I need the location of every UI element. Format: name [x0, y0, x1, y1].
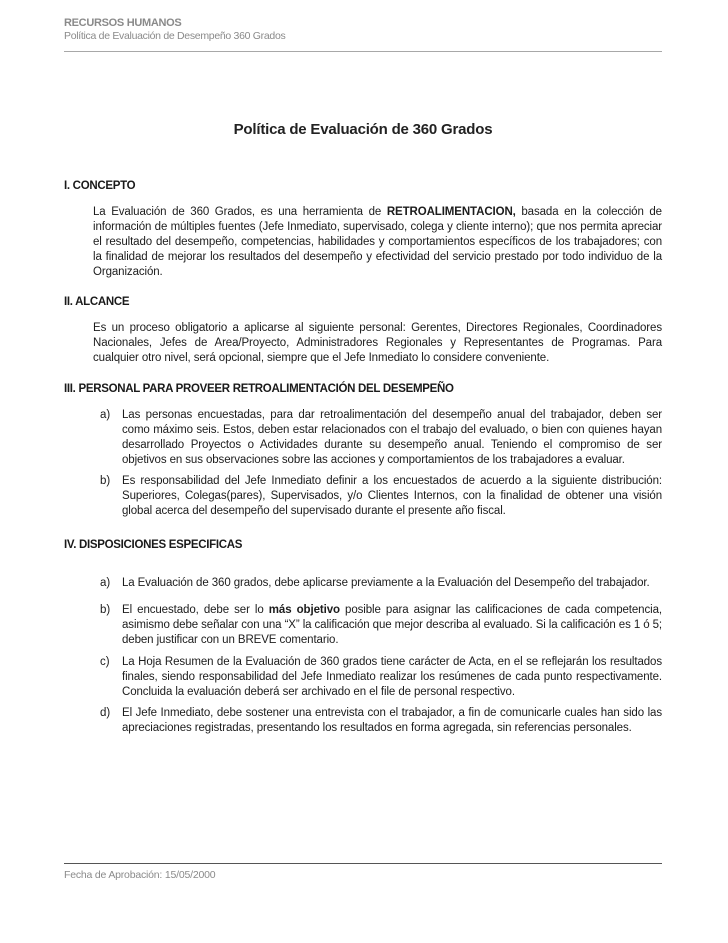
header-org: RECURSOS HUMANOS: [64, 17, 182, 29]
list-item-text: [122, 603, 662, 648]
list-item: [100, 474, 662, 519]
list-item-marker: a): [100, 409, 111, 421]
concepto-paragraph: [93, 205, 662, 280]
item-b-bold-term: más objetivo: [268, 604, 340, 616]
list-item-marker: d): [100, 707, 111, 719]
alcance-paragraph: Es un proceso obligatorio a aplicarse al siguiente personal: Gerentes, Directores Regionales, Coordinadores Nacionales, Jefes de Area/Proyecto, Administradores Regionales y Representantes de Programas. Para cualquier otro nivel, será opcional, siempre que el Jefe Inmediato lo considere conveniente.: [93, 322, 662, 364]
concepto-text-after: basada en la colección de información de múltiples fuentes (Jefe Inmediato, supervisado, colega y cliente interno); que nos permita apreciar el resultado del desempeño, competencias, habilidades y comportamientos específicos de los trabajadores; con la finalidad de mejorar los resultados del desempeño y efectividad del servicio prestado por todo individuo de la Organización.: [93, 206, 662, 278]
list-item: [100, 655, 662, 700]
footer-divider: [64, 863, 662, 864]
list-item: [100, 408, 662, 468]
list-item-text: Las personas encuestadas, para dar retroalimentación del desempeño anual del trabajador, deben ser como máximo seis. Estos, deben estar relacionados con el trabajo del evaluado, o bien con quienes hayan desarrollado Proyectos o Actividades durante su desempeño anual. Teniendo el compromiso de ser objetivos en sus observaciones sobre las acciones y comportamientos de los trabajadores a evaluar.: [122, 409, 662, 466]
concepto-bold-term: RETROALIMENTACION,: [386, 206, 516, 218]
list-item-marker: c): [100, 656, 110, 668]
list-item-marker: b): [100, 604, 111, 616]
header-subtitle: Política de Evaluación de Desempeño 360 Grados: [64, 30, 286, 42]
list-item-text: La Hoja Resumen de la Evaluación de 360 grados tiene carácter de Acta, en el se reflejarán los resultados finales, siendo responsabilidad del Jefe Inmediato realizar los resúmenes de cada punto respectivamente. Concluida la evaluación deberá ser archivado en el file de personal respectivo.: [122, 656, 662, 698]
item-b-text-before: El encuestado, debe ser lo: [122, 604, 269, 616]
list-item: [100, 603, 662, 648]
section-heading-disposiciones: IV. DISPOSICIONES ESPECIFICAS: [64, 539, 243, 551]
header-divider: [64, 51, 662, 52]
list-item-text: El Jefe Inmediato, debe sostener una entrevista con el trabajador, a fin de comunicarle cuales han sido las apreciaciones registradas, presentando los resultados en forma agregada, sin referencias personales.: [122, 707, 662, 734]
item-b-text-after: posible para asignar las calificaciones de cada competencia, asimismo debe señalar con una “X” la calificación que mejor describa al evaluado. Si la calificación es 1 ó 5; deben justificar con un BREVE comentario.: [122, 604, 663, 646]
list-item-marker: a): [100, 577, 111, 589]
footer-approval-date: Fecha de Aprobación: 15/05/2000: [64, 869, 216, 881]
list-item-text: Es responsabilidad del Jefe Inmediato definir a los encuestados de acuerdo a la siguiente distribución: Superiores, Colegas(pares), Supervisados, y/o Clientes Internos, con la finalidad de obtener una visión global acerca del desempeño del supervisado durante el presente año fiscal.: [122, 475, 662, 517]
list-item-text: La Evaluación de 360 grados, debe aplicarse previamente a la Evaluación del Desempeño del trabajador.: [122, 577, 650, 589]
list-item-marker: b): [100, 475, 111, 487]
page-header: [64, 17, 662, 43]
section-heading-concepto: I. CONCEPTO: [64, 180, 136, 192]
document-title: Política de Evaluación de 360 Grados: [233, 121, 493, 138]
list-item: [100, 706, 662, 736]
list-item: [100, 576, 662, 591]
section-heading-personal: III. PERSONAL PARA PROVEER RETROALIMENTACIÓN DEL DESEMPEÑO: [64, 383, 454, 395]
concepto-text-before: La Evaluación de 360 Grados, es una herramienta de: [93, 206, 387, 218]
section-heading-alcance: II. ALCANCE: [64, 296, 130, 308]
